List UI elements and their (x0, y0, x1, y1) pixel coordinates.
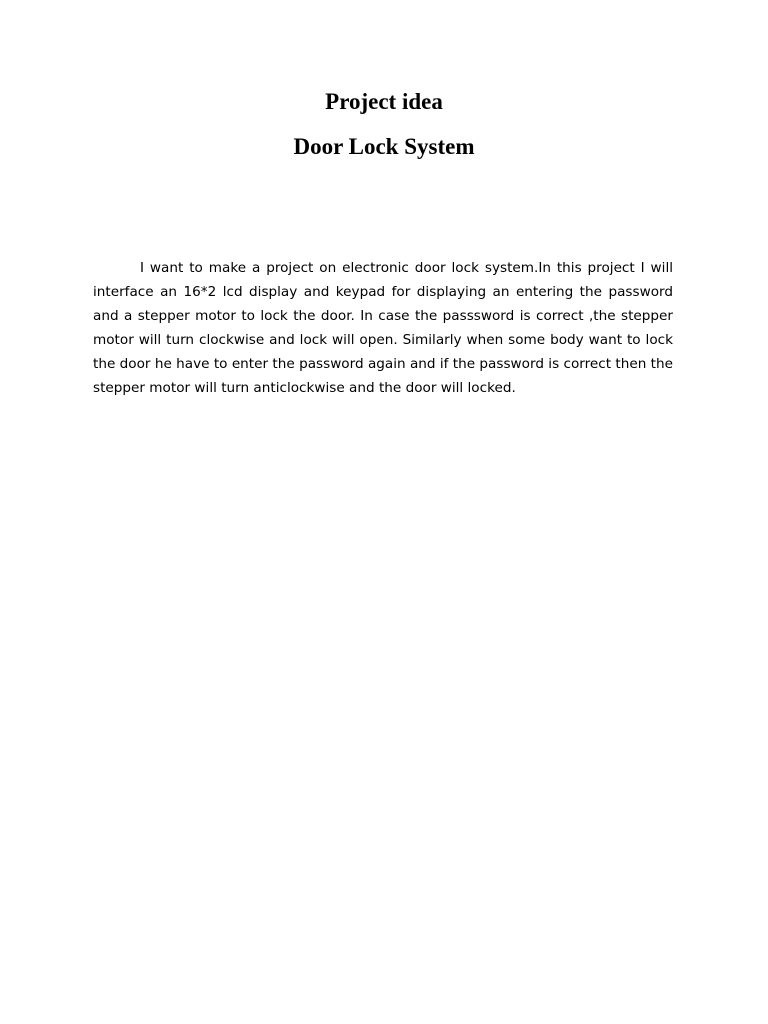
body-paragraph: I want to make a project on electronic door lock system.In this project I will interface an 16*2 lcd display and keypad for displaying an entering the password and a stepper motor to lock the door. In case the passsword is correct ,the stepper motor will turn clockwise and lock will open. Similarly when some body want to lock the door he have to enter the password again and if the password is correct then the stepper motor will turn anticlockwise and the door will locked. (93, 260, 673, 396)
document-title: Project idea (325, 89, 443, 114)
document-subtitle: Door Lock System (293, 134, 475, 159)
